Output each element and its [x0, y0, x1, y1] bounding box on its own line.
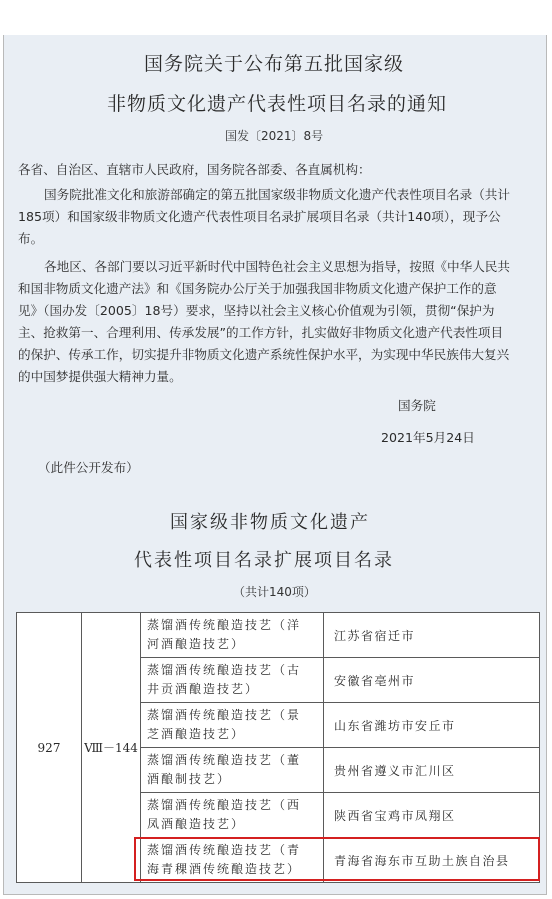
project-name-line: 蒸馏酒传统酿造技艺（西	[147, 798, 302, 812]
list-title-line1: 国家级非物质文化遗产	[170, 512, 370, 533]
paragraph-1-line: 布。	[18, 231, 44, 246]
project-name-cell	[141, 748, 324, 793]
region-cell: 青海省海东市互助土族自治县	[324, 838, 540, 883]
project-name-cell	[141, 838, 324, 883]
paragraph-2-line: 和国非物质文化遗产法》和《国务院办公厅关于加强我国非物质文化遗产保护工作的意	[18, 281, 497, 296]
paragraph-1	[18, 184, 536, 250]
paragraph-1-line: 185项）和国家级非物质文化遗产代表性项目名录扩展项目名录（共计140项），现予公	[18, 209, 501, 224]
item-code: Ⅷ－144	[82, 613, 141, 883]
list-title-line2: 代表性项目名录扩展项目名录	[134, 550, 394, 571]
project-name-line: 蒸馏酒传统酿造技艺（洋	[147, 618, 302, 632]
list-count: （共计140项）	[233, 585, 316, 599]
project-name-line: 芝酒酿造技艺）	[147, 727, 246, 741]
signer: 国务院	[398, 398, 436, 413]
paragraph-2-line: 见》（国办发〔2005〕18号）要求，坚持以社会主义核心价值观为引领，贯彻“保护为	[18, 303, 495, 318]
paragraph-2-line: 各地区、各部门要以习近平新时代中国特色社会主义思想为指导，按照《中华人民共	[44, 259, 510, 274]
region-cell: 江苏省宿迁市	[324, 613, 540, 658]
region-cell: 贵州省遵义市汇川区	[324, 748, 540, 793]
paragraph-2-line: 的中国梦提供强大精神力量。	[18, 369, 182, 384]
notice-title-line2: 非物质文化遗产代表性项目名录的通知	[107, 93, 448, 115]
date: 2021年5月24日	[381, 430, 475, 445]
project-name-line: 凤酒酿造技艺）	[147, 817, 246, 831]
region-cell: 安徽省亳州市	[324, 658, 540, 703]
salutation: 各省、自治区、直辖市人民政府，国务院各部委、各直属机构：	[18, 162, 371, 177]
project-name-cell	[141, 703, 324, 748]
paragraph-2	[18, 256, 536, 388]
project-name-line: 井贡酒酿造技艺）	[147, 682, 260, 696]
publish-note: （此件公开发布）	[38, 460, 139, 475]
paragraph-2-line: 的保护、传承工作，切实提升非物质文化遗产系统性保护水平，为实现中华民族伟大复兴	[18, 347, 510, 362]
project-name-line: 蒸馏酒传统酿造技艺（董	[147, 753, 302, 767]
project-name-line: 蒸馏酒传统酿造技艺（古	[147, 663, 302, 677]
project-name-line: 河酒酿造技艺）	[147, 637, 246, 651]
project-name-line: 酒酿制技艺）	[147, 772, 232, 786]
notice-title-line1: 国务院关于公布第五批国家级	[144, 53, 405, 75]
project-name-line: 蒸馏酒传统酿造技艺（景	[147, 708, 302, 722]
header-strip	[3, 3, 547, 35]
project-name-cell	[141, 658, 324, 703]
table-row	[17, 613, 540, 658]
item-number: 927	[17, 613, 82, 883]
project-name-line: 蒸馏酒传统酿造技艺（青	[147, 843, 302, 857]
project-name-cell	[141, 613, 324, 658]
doc-number: 国发〔2021〕8号	[225, 129, 324, 143]
paragraph-2-line: 主、抢救第一、合理利用、传承发展”的工作方针，扎实做好非物质文化遗产代表性项目	[18, 325, 504, 340]
region-cell: 山东省潍坊市安丘市	[324, 703, 540, 748]
project-name-line: 海青稞酒传统酿造技艺）	[147, 862, 302, 876]
paragraph-1-line: 国务院批准文化和旅游部确定的第五批国家级非物质文化遗产代表性项目名录（共计	[44, 187, 510, 202]
project-name-cell	[141, 793, 324, 838]
extension-table	[16, 612, 540, 883]
region-cell: 陕西省宝鸡市凤翔区	[324, 793, 540, 838]
